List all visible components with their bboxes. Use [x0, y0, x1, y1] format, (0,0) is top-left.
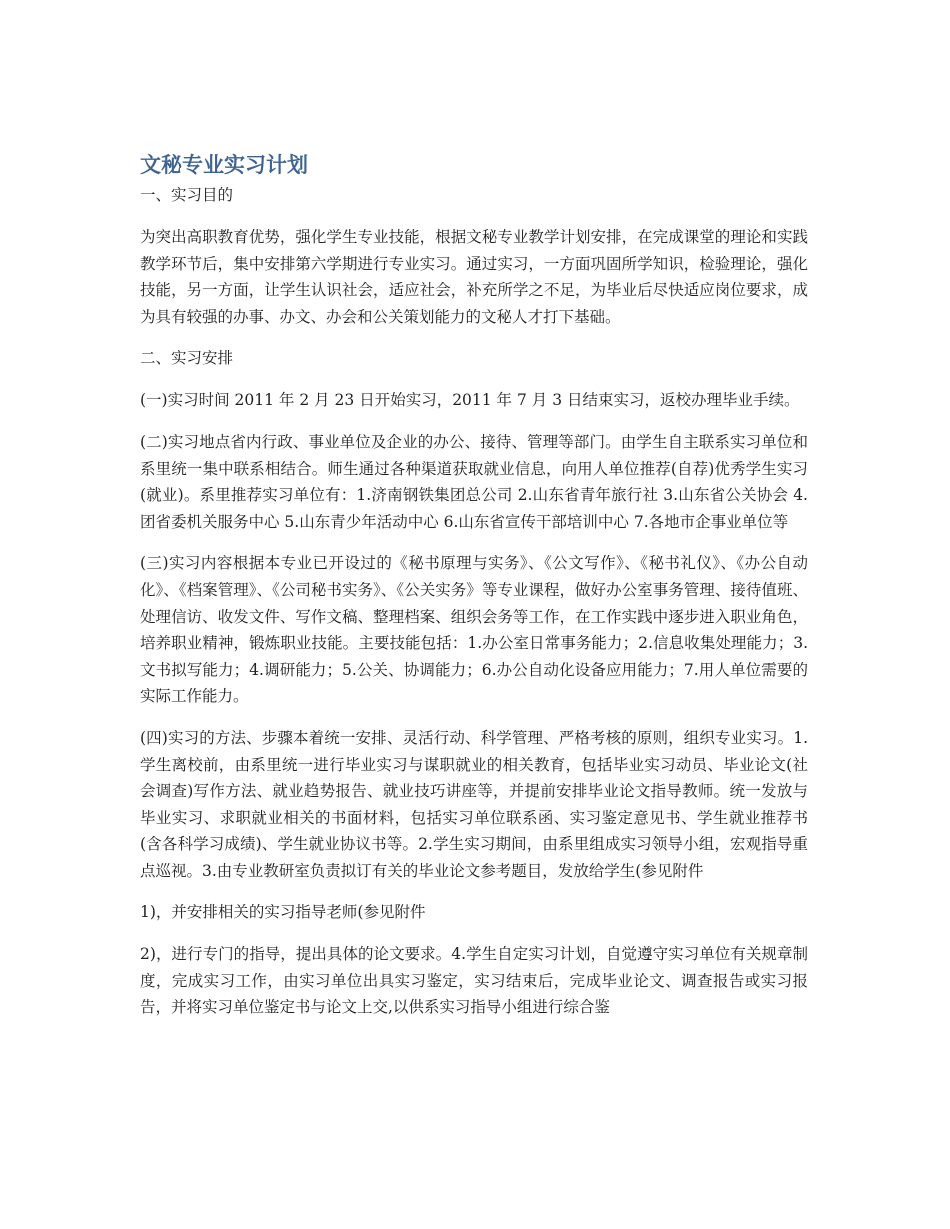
paragraph-location: (二)实习地点省内行政、事业单位及企业的办公、接待、管理等部门。由学生自主联系实习单位和系里统一集中联系相结合。师生通过各种渠道获取就业信息，向用人单位推荐(自荐)优秀学生实习(就业)。系里推荐实习单位有：1.济南钢铁集团总公司 2.山东省青年旅行社 3.山东省公关协会 4.团省委机关服务中心 5.山东青少年活动中心 6.山东省宣传干部培训中心 7.各地市企事业单位等	[140, 432, 808, 531]
section-heading-arrangement: 二、实习安排	[140, 349, 234, 368]
paragraph-appendix-1: 1)，并安排相关的实习指导老师(参见附件	[140, 903, 426, 922]
document-page	[140, 148, 808, 1021]
paragraph-time: (一)实习时间 2011 年 2 月 23 日开始实习，2011 年 7 月 3 日结束实习，返校办理毕业手续。	[140, 391, 800, 410]
paragraph-content: (三)实习内容根据本专业已开设过的《秘书原理与实务》、《公文写作》、《秘书礼仪》、《办公自动化》、《档案管理》、《公司秘书实务》、《公关实务》等专业课程，做好办公室事务管理、接待值班、处理信访、收发文件、写作文稿、整理档案、组织会务等工作，在工作实践中逐步进入职业角色，培养职业精神，锻炼职业技能。主要技能包括：1.办公室日常事务能力；2.信息收集处理能力；3.文书拟写能力；4.调研能力；5.公关、协调能力；6.办公自动化设备应用能力；7.用人单位需要的实际工作能力。	[140, 554, 808, 706]
paragraph-appendix-2: 2)，进行专门的指导，提出具体的论文要求。4.学生自定实习计划，自觉遵守实习单位有关规章制度，完成实习工作，由实习单位出具实习鉴定，实习结束后，完成毕业论文、调查报告或实习报告，并将实习单位鉴定书与论文上交,以供系实习指导小组进行综合鉴	[140, 945, 808, 1017]
section-heading-purpose: 一、实习目的	[140, 186, 234, 204]
document-title: 文秘专业实习计划	[140, 153, 308, 177]
paragraph-method: (四)实习的方法、步骤本着统一安排、灵活行动、科学管理、严格考核的原则，组织专业实习。1.学生离校前，由系里统一进行毕业实习与谋职就业的相关教育，包括毕业实习动员、毕业论文(社会调查)写作方法、就业趋势报告、就业技巧讲座等，并提前安排毕业论文指导教师。统一发放与毕业实习、求职就业相关的书面材料，包括实习单位联系函、实习鉴定意见书、学生就业推荐书(含各科学习成绩)、学生就业协议书等。2.学生实习期间，由系里组成实习领导小组，宏观指导重点巡视。3.由专业教研室负责拟订有关的毕业论文参考题目，发放给学生(参见附件	[140, 728, 808, 880]
paragraph-purpose: 为突出高职教育优势，强化学生专业技能，根据文秘专业教学计划安排，在完成课堂的理论和实践教学环节后，集中安排第六学期进行专业实习。通过实习，一方面巩固所学知识，检验理论，强化技能，另一方面，让学生认识社会，适应社会，补充所学之不足，为毕业后尽快适应岗位要求，成为具有较强的办事、办文、办会和公关策划能力的文秘人才打下基础。	[140, 228, 808, 326]
